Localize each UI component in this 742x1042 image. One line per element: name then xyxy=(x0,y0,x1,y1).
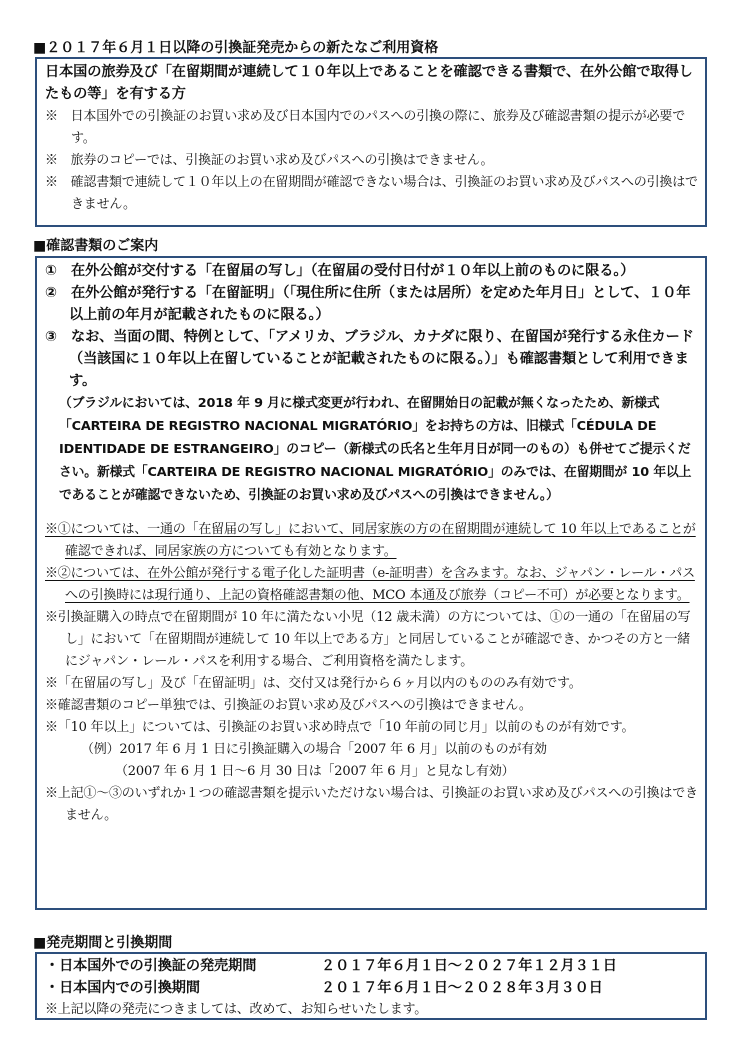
example-line-2: （2007 年 6 月 1 日～6 月 30 日は「2007 年 6 月」と見なし有効） xyxy=(115,764,515,779)
note-e-certificate: ※②については、在外公館が発行する電子化した証明書（e-証明書）を含みます。なお、ジャパン・レール・パスへの引換時には現行通り、上記の資格確認書類の他、MCO 本通及び旅券（コピー不可）が必要となります。 xyxy=(45,566,695,603)
period-box xyxy=(35,952,707,1020)
note-validity-period: ※「在留届の写し」及び「在留証明」は、交付又は発行から６ヶ月以内のもののみ有効です。 xyxy=(45,676,582,691)
example-line-1: （例）2017 年 6 月 1 日に引換証購入の場合「2007 年 6 月」以前のものが有効 xyxy=(81,742,547,757)
note-copy-only: ※確認書類のコピー単独では、引換証のお買い求め及びパスへの引換はできません。 xyxy=(45,698,532,713)
note-ten-years: ※「10 年以上」については、引換証のお買い求め時点で「10 年前の同じ月」以前のものが有効です。 xyxy=(45,720,635,735)
note-no-document: ※上記①～③のいずれか１つの確認書類を提示いただけない場合は、引換証のお買い求め及びパスへの引換はできません。 xyxy=(45,786,698,823)
eligibility-note-1: ※ 日本国外での引換証のお買い求め及び日本国内でのパスへの引換の際に、旅券及び確認書類の提示が必要です。 xyxy=(45,109,686,146)
document-item-2: ② 在外公館が発行する「在留証明」（「現住所に住所（または居所）を定めた年月日」として、１０年以上前の年月が記載されたものに限る。） xyxy=(45,285,691,323)
note-child: ※引換証購入の時点で在留期間が 10 年に満たない小児（12 歳未満）の方については、①の一通の「在留届の写し」において「在留期間が連続して 10 年以上である方」と同居していることが確認でき、かつその方と一緒にジャパン・レール・パスを利用する場合、ご利用資格を満たします。 xyxy=(45,610,691,669)
eligibility-main-text: 日本国の旅券及び「在留期間が連続して１０年以上であることを確認できる書類で、在外公館で取得したもの等」を有する方 xyxy=(45,64,693,102)
section2-heading: ■確認書類のご案内 xyxy=(33,238,159,254)
document-item-1: ① 在外公館が交付する「在留届の写し」（在留届の受付日付が１０年以上前のものに限る。） xyxy=(45,263,635,279)
eligibility-note-3: ※ 確認書類で連続して１０年以上の在留期間が確認できない場合は、引換証のお買い求め及びパスへの引換はできません。 xyxy=(45,175,698,212)
period-row-exchange-label: ・日本国内での引換期間 xyxy=(45,980,200,996)
section3-heading: ■発売期間と引換期間 xyxy=(33,935,173,951)
note-family-residence: ※①については、一通の「在留届の写し」において、同居家族の方の在留期間が連続して 10 年以上であることが確認できれば、同居家族の方についても有効となります。 xyxy=(45,522,696,559)
period-row-exchange xyxy=(45,977,699,999)
brazil-note: （ブラジルにおいては、2018 年 9 月に様式変更が行われ、在留開始日の記載が無くなったため、新様式「CARTEIRA DE REGISTRO NACIONAL MIGRATÓRIO」をお持ちの方は、旧様式「CÉDULA DE IDENTIDADE DE ESTRANGEIRO」のコピー（新様式の氏名と生年月日が同一のもの）も併せてご提示ください。新様式「CARTEIRA DE REGISTRO NACIONAL MIGRATÓRIO」のみでは、在留期間が 10 年以上であることが確認できないため、引換証のお買い求め及びパスへの引換はできません。） xyxy=(59,396,692,503)
eligibility-note-2: ※ 旅券のコピーでは、引換証のお買い求め及びパスへの引換はできません。 xyxy=(45,153,494,168)
document-item-3: ③ なお、当面の間、特例として、「アメリカ、ブラジル、カナダに限り、在留国が発行する永住カード（当該国に１０年以上在留していることが記載されたものに限る。）」も確認書類として利用できます。 xyxy=(45,329,694,389)
period-row-sale xyxy=(45,955,699,977)
documents-box xyxy=(35,256,707,910)
eligibility-box xyxy=(35,57,707,227)
section1-heading: ■２０１７年６月１日以降の引換証発売からの新たなご利用資格 xyxy=(33,40,439,56)
period-note: ※上記以降の発売につきましては、改めて、お知らせいたします。 xyxy=(45,1002,428,1017)
period-row-sale-label: ・日本国外での引換証の発売期間 xyxy=(45,958,257,974)
period-row-sale-value: ２０１７年６月１日～２０２７年１２月３１日 xyxy=(321,958,617,974)
period-row-exchange-value: ２０１７年６月１日～２０２８年３月３０日 xyxy=(321,980,603,996)
